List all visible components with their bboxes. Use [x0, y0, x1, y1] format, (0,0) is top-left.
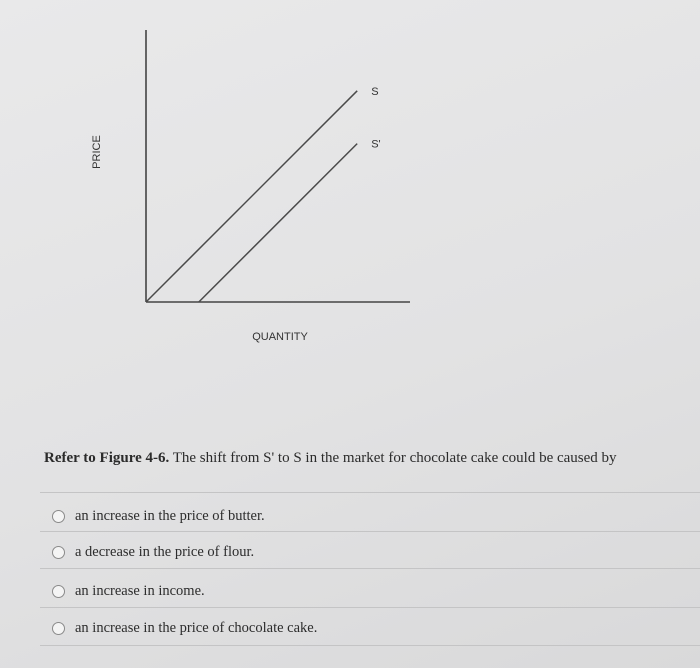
- supply-curve-1: [146, 91, 357, 302]
- x-axis-label: QUANTITY: [252, 331, 308, 343]
- question-prefix: Refer to: [44, 450, 96, 466]
- divider: [40, 607, 700, 608]
- question-body: The shift from S' to S in the market for chocolate cake could be caused by: [172, 450, 617, 466]
- supply-curve-label: S': [371, 138, 381, 151]
- divider: [40, 492, 700, 493]
- answer-option-3[interactable]: [52, 580, 205, 602]
- divider: [40, 531, 700, 532]
- supply-curve-2: [199, 144, 357, 302]
- answer-option-label: an increase in income.: [75, 582, 205, 599]
- radio-button-icon[interactable]: [52, 546, 65, 559]
- answer-option-label: an increase in the price of chocolate cake.: [75, 619, 318, 636]
- question-text: [44, 448, 684, 468]
- answer-option-1[interactable]: [52, 505, 265, 527]
- radio-button-icon[interactable]: [52, 622, 65, 635]
- answer-option-label: an increase in the price of butter.: [75, 507, 265, 524]
- divider: [40, 568, 700, 569]
- supply-curve-label: S: [371, 85, 379, 98]
- series-layer: [146, 86, 381, 302]
- y-axis-label: PRICE: [91, 135, 103, 169]
- answer-option-2[interactable]: [52, 541, 254, 563]
- divider: [40, 645, 700, 646]
- radio-button-icon[interactable]: [52, 510, 65, 523]
- answer-option-label: a decrease in the price of flour.: [75, 543, 255, 560]
- answer-option-4[interactable]: [52, 617, 317, 639]
- figure-reference: Figure 4-6.: [99, 450, 170, 466]
- radio-button-icon[interactable]: [52, 585, 65, 598]
